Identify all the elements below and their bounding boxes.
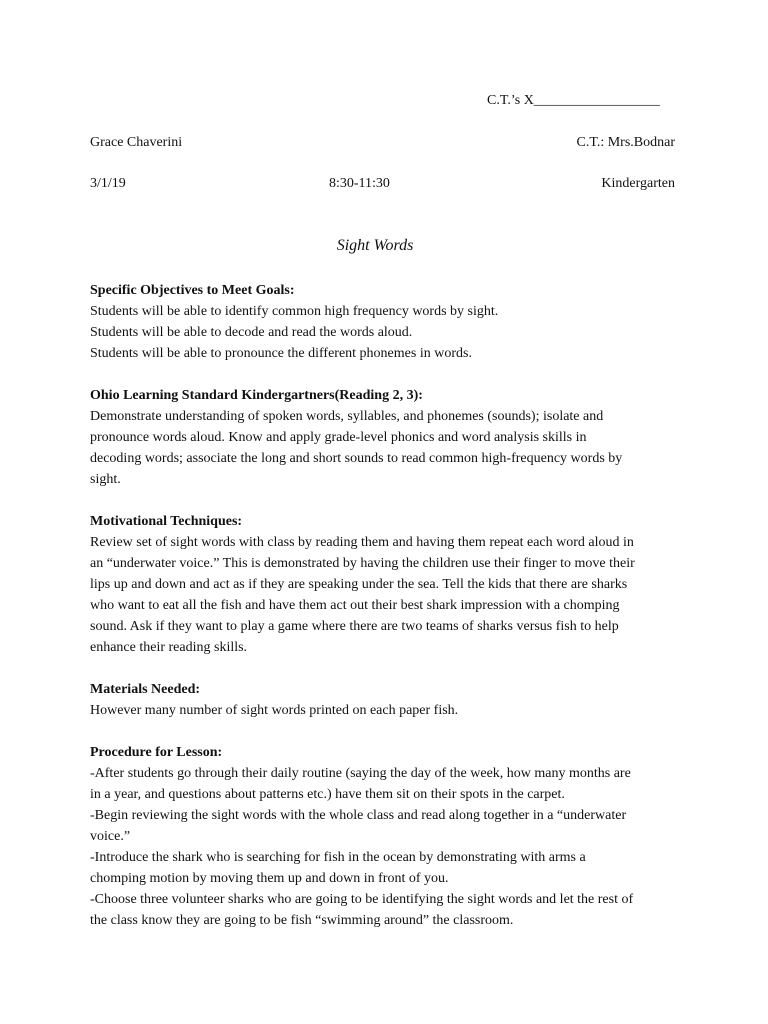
section-text [90,301,690,364]
text-line: chomping motion by moving them up and down in front of you. [90,871,449,886]
lesson-section [90,385,690,490]
text-line: pronounce words aloud. Know and apply grade-level phonics and word analysis skills in [90,430,587,445]
lesson-section [90,679,690,721]
section-heading: Materials Needed: [90,682,201,697]
grade-level: Kindergarten [601,176,675,191]
lesson-date: 3/1/19 [90,176,126,191]
text-line: sight. [90,472,121,487]
text-line: decoding words; associate the long and short sounds to read common high-frequency words by [90,451,623,466]
section-text [90,700,690,721]
text-line: Review set of sight words with class by reading them and having them repeat each word aloud in [90,535,634,550]
lesson-body [90,280,690,952]
section-heading: Procedure for Lesson: [90,745,223,760]
text-line: -Choose three volunteer sharks who are going to be identifying the sight words and let the rest of [90,892,634,907]
section-text [90,763,690,931]
text-line: sound. Ask if they want to play a game where there are two teams of sharks versus fish to help [90,619,619,634]
text-line: -Introduce the shark who is searching for fish in the ocean by demonstrating with arms a [90,850,586,865]
cooperating-teacher: C.T.: Mrs.Bodnar [576,135,675,150]
text-line: in a year, and questions about patterns etc.) have them sit on their spots in the carpet. [90,787,565,802]
lesson-time: 8:30-11:30 [329,176,390,191]
student-name: Grace Chaverini [90,135,183,150]
name-row [90,134,675,152]
lesson-section [90,511,690,658]
section-heading: Specific Objectives to Meet Goals: [90,283,295,298]
text-line: Students will be able to identify common high frequency words by sight. [90,304,499,319]
text-line: lips up and down and act as if they are speaking under the sea. Tell the kids that there are sharks [90,577,628,592]
section-heading: Motivational Techniques: [90,514,243,529]
text-line: -Begin reviewing the sight words with the whole class and read along together in a “underwater [90,808,627,823]
text-line: Students will be able to decode and read the words aloud. [90,325,413,340]
lesson-section [90,280,690,364]
section-text [90,406,690,490]
text-line: voice.” [90,829,131,844]
date-row [90,175,675,193]
lesson-section [90,742,690,931]
text-line: enhance their reading skills. [90,640,248,655]
text-line: Students will be able to pronounce the different phonemes in words. [90,346,472,361]
ct-signature-line: C.T.’s X__________________ [487,93,660,108]
section-text [90,532,690,658]
text-line: an “underwater voice.” This is demonstrated by having the children use their finger to move their [90,556,635,571]
lesson-title: Sight Words [336,237,414,254]
section-heading: Ohio Learning Standard Kindergartners(Reading 2, 3): [90,388,423,403]
text-line: the class know they are going to be fish “swimming around” the classroom. [90,913,514,928]
text-line: However many number of sight words printed on each paper fish. [90,703,459,718]
text-line: Demonstrate understanding of spoken words, syllables, and phonemes (sounds); isolate and [90,409,604,424]
text-line: -After students go through their daily routine (saying the day of the week, how many months are [90,766,631,781]
text-line: who want to eat all the fish and have them act out their best shark impression with a chomping [90,598,620,613]
